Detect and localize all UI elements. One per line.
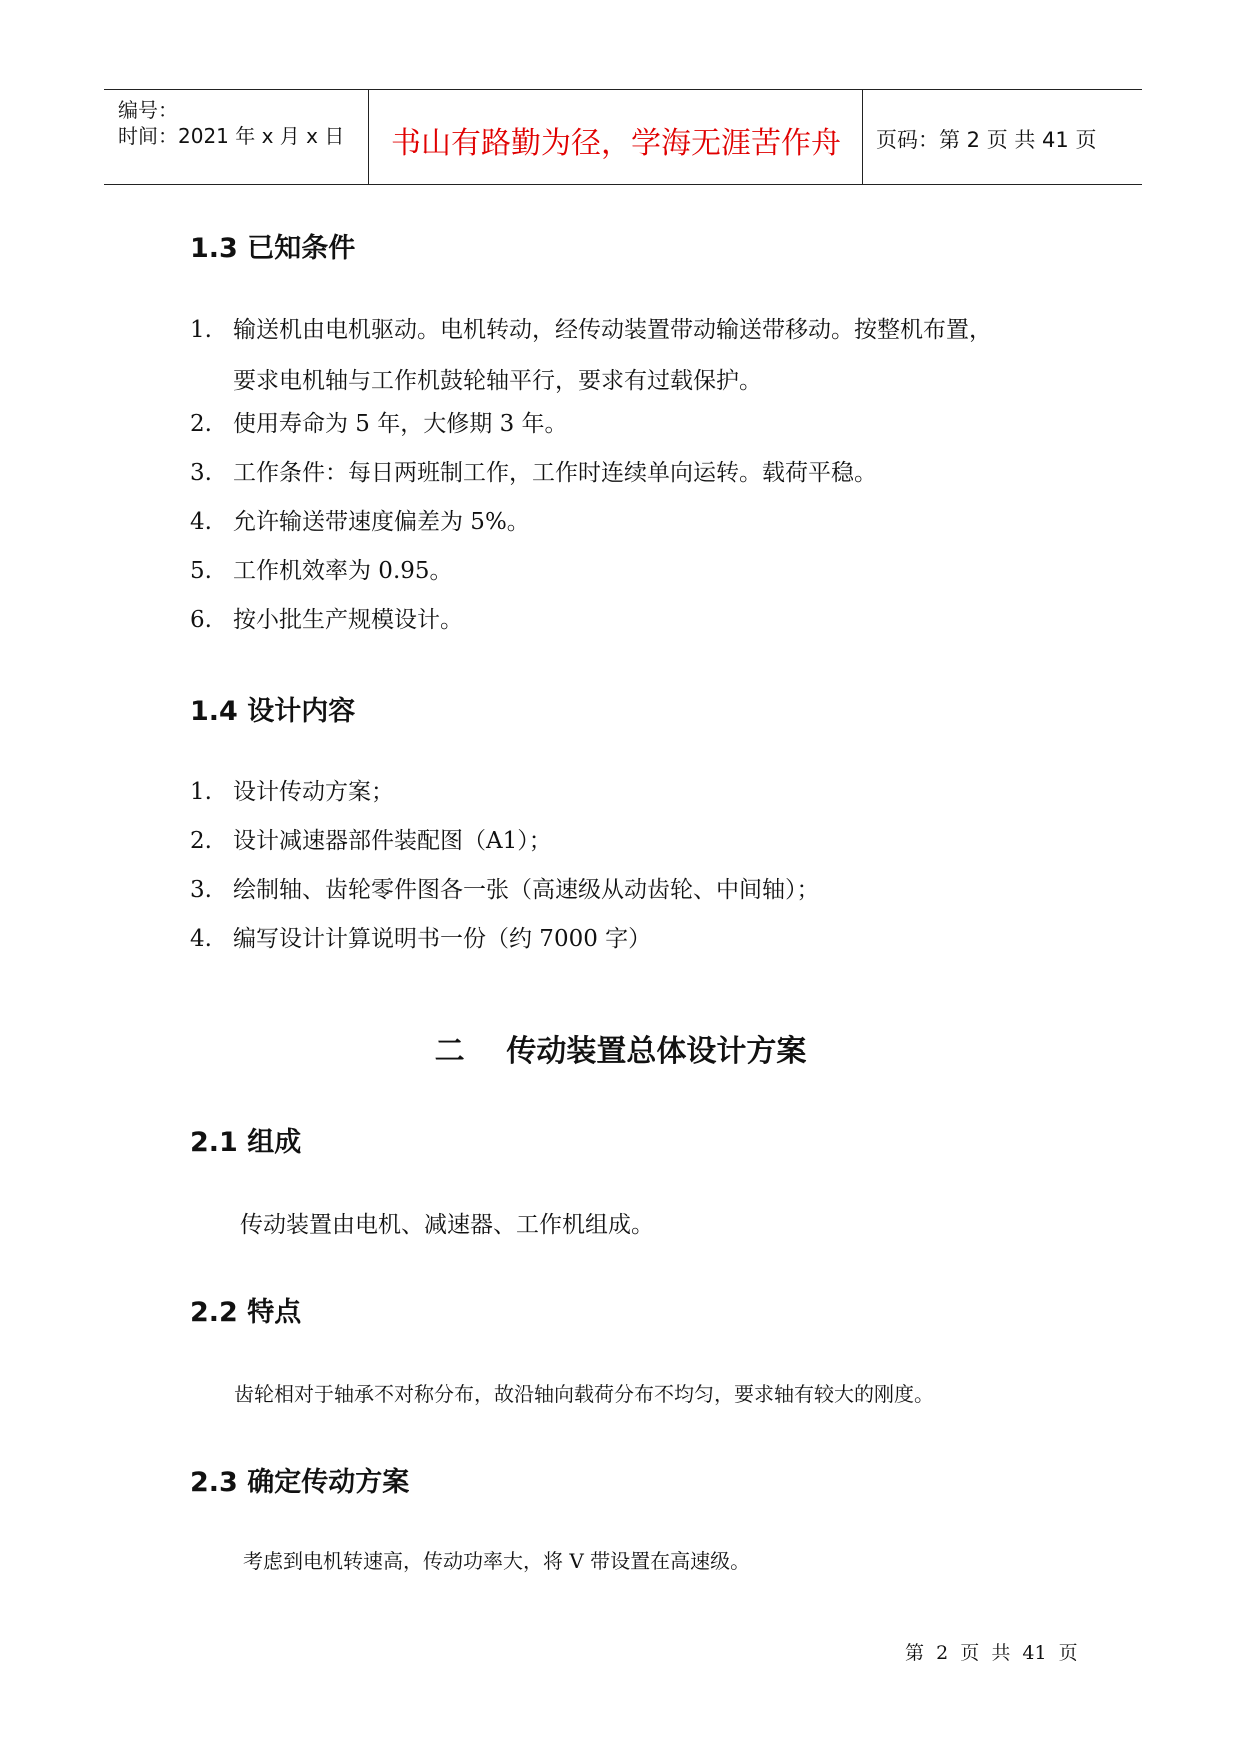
list-text: 工作机效率为 0.95。 xyxy=(233,558,453,584)
list-number: 5. xyxy=(190,558,212,584)
section-title-1-3: 1.3 已知条件 xyxy=(190,233,356,264)
page-info: 页码：第 2 页 共 41 页 xyxy=(876,128,1097,152)
list-text: 绘制轴、齿轮零件图各一张（高速级从动齿轮、中间轴）； xyxy=(233,877,820,903)
page-header xyxy=(104,89,1142,185)
list-text: 输送机由电机驱动。电机转动，经传动装置带动输送带移动。按整机布置， xyxy=(233,317,992,343)
motto: 书山有路勤为径，学海无涯苦作舟 xyxy=(391,126,841,161)
list-number: 2. xyxy=(190,411,212,437)
header-meta-cell xyxy=(104,90,369,184)
list-number: 4. xyxy=(190,926,212,952)
list-text: 使用寿命为 5 年，大修期 3 年。 xyxy=(233,411,568,437)
list-number: 1. xyxy=(190,317,212,343)
list-number: 1. xyxy=(190,779,212,805)
paragraph: 考虑到电机转速高，传动功率大，将 V 带设置在高速级。 xyxy=(243,1549,751,1573)
serial-label: 编号： xyxy=(118,98,178,122)
section-title-2-3: 2.3 确定传动方案 xyxy=(190,1467,410,1498)
section-title-1-4: 1.4 设计内容 xyxy=(190,696,356,727)
chapter-title: 二 传动装置总体设计方案 xyxy=(434,1034,807,1069)
header-motto-cell xyxy=(370,90,863,184)
page-footer: 第 2 页 共 41 页 xyxy=(905,1642,1078,1664)
list-text: 按小批生产规模设计。 xyxy=(233,607,463,633)
time-label: 时间：2021 年 x 月 x 日 xyxy=(118,124,345,148)
list-text: 允许输送带速度偏差为 5%。 xyxy=(233,509,530,535)
list-text: 编写设计计算说明书一份（约 7000 字） xyxy=(233,926,652,952)
section-title-2-1: 2.1 组成 xyxy=(190,1127,302,1158)
paragraph: 传动装置由电机、减速器、工作机组成。 xyxy=(240,1212,654,1238)
paragraph: 齿轮相对于轴承不对称分布，故沿轴向载荷分布不均匀，要求轴有较大的刚度。 xyxy=(234,1382,934,1406)
list-number: 3. xyxy=(190,460,212,486)
list-number: 3. xyxy=(190,877,212,903)
header-page-cell xyxy=(864,90,1142,184)
list-text: 工作条件：每日两班制工作，工作时连续单向运转。载荷平稳。 xyxy=(233,460,877,486)
list-number: 6. xyxy=(190,607,212,633)
section-title-2-2: 2.2 特点 xyxy=(190,1297,302,1328)
list-text: 设计减速器部件装配图（A1）； xyxy=(233,828,552,854)
list-number: 4. xyxy=(190,509,212,535)
list-number: 2. xyxy=(190,828,212,854)
list-text-continuation: 要求电机轴与工作机鼓轮轴平行，要求有过载保护。 xyxy=(233,368,762,394)
list-text: 设计传动方案； xyxy=(233,779,394,805)
